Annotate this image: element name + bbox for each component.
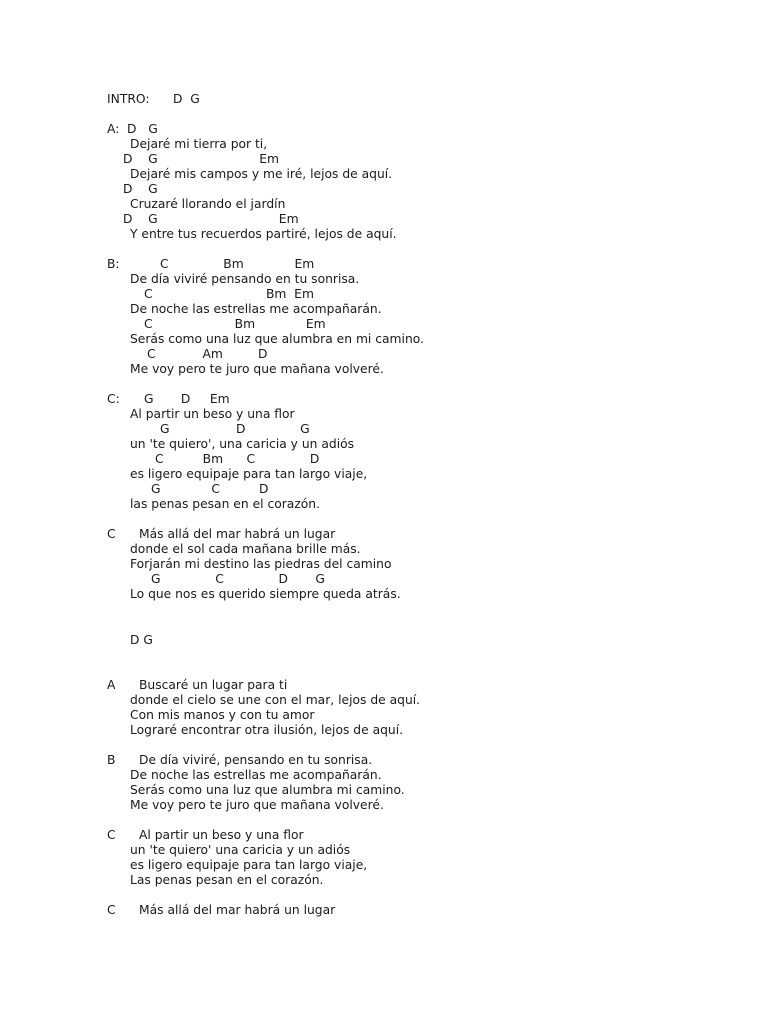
chord-line: G C D G xyxy=(151,572,325,586)
chord-line: G C D xyxy=(151,482,269,496)
lyric-line: Serás como una luz que alumbra mi camino. xyxy=(130,783,405,797)
chord-line: C Bm Em xyxy=(144,317,326,331)
lyric-line: es ligero equipaje para tan largo viaje, xyxy=(130,467,368,481)
lyric-line: Dejaré mi tierra por ti, xyxy=(130,137,268,151)
chord-line: C Bm Em xyxy=(144,287,314,301)
intro-chords: D G xyxy=(173,92,200,106)
lyric-line: Con mis manos y con tu amor xyxy=(130,708,315,722)
interlude-chords: D G xyxy=(130,633,153,647)
section-label-c: C: xyxy=(107,392,120,406)
section-label-c: C xyxy=(107,527,116,541)
lyric-line: Lograré encontrar otra ilusión, lejos de aquí. xyxy=(130,723,404,737)
lyric-line: donde el sol cada mañana brille más. xyxy=(130,542,361,556)
lyric-line: Dejaré mis campos y me iré, lejos de aquí. xyxy=(130,167,393,181)
lyric-line: Forjarán mi destino las piedras del camino xyxy=(130,557,392,571)
lyric-line: Y entre tus recuerdos partiré, lejos de aquí. xyxy=(130,227,397,241)
section-label-a: A: xyxy=(107,122,120,136)
lyric-line: De noche las estrellas me acompañarán. xyxy=(130,302,382,316)
lyric-line: Más allá del mar habrá un lugar xyxy=(139,527,336,541)
lyric-line: De día viviré pensando en tu sonrisa. xyxy=(130,272,360,286)
chord-line: D G Em xyxy=(123,212,299,226)
chord-line: D G xyxy=(123,182,158,196)
lyric-line: un 'te quiero' una caricia y un adiós xyxy=(130,843,351,857)
section-label-c: C xyxy=(107,828,116,842)
chord-line: G D G xyxy=(160,422,310,436)
chord-line: C Bm C D xyxy=(155,452,320,466)
lyric-line: Al partir un beso y una flor xyxy=(139,828,304,842)
lyric-line: Buscaré un lugar para ti xyxy=(139,678,288,692)
section-label-b: B: xyxy=(107,257,120,271)
lyric-line: Más allá del mar habrá un lugar xyxy=(139,903,336,917)
lyric-line: Cruzaré llorando el jardín xyxy=(130,197,286,211)
chord-line: C Am D xyxy=(147,347,268,361)
lyric-line: Me voy pero te juro que mañana volveré. xyxy=(130,798,384,812)
lyric-line: Me voy pero te juro que mañana volveré. xyxy=(130,362,384,376)
lyric-line: un 'te quiero', una caricia y un adiós xyxy=(130,437,355,451)
intro-label: INTRO: xyxy=(107,92,150,106)
chord-line: D G Em xyxy=(123,152,280,166)
lyric-line: es ligero equipaje para tan largo viaje, xyxy=(130,858,368,872)
chord-line: D G xyxy=(127,122,158,136)
lyric-line: donde el cielo se une con el mar, lejos de aquí. xyxy=(130,693,421,707)
section-label-c: C xyxy=(107,903,116,917)
lyric-line: De noche las estrellas me acompañarán. xyxy=(130,768,382,782)
lyric-line: las penas pesan en el corazón. xyxy=(130,497,321,511)
chord-line: G D Em xyxy=(144,392,230,406)
lyric-line: De día viviré, pensando en tu sonrisa. xyxy=(139,753,373,767)
lyric-line: Al partir un beso y una flor xyxy=(130,407,295,421)
lyric-line: Lo que nos es querido siempre queda atrás. xyxy=(130,587,401,601)
section-label-b: B xyxy=(107,753,116,767)
lyric-line: Las penas pesan en el corazón. xyxy=(130,873,324,887)
chord-line: C Bm Em xyxy=(160,257,315,271)
section-label-a: A xyxy=(107,678,116,692)
lyric-line: Serás como una luz que alumbra en mi camino. xyxy=(130,332,424,346)
